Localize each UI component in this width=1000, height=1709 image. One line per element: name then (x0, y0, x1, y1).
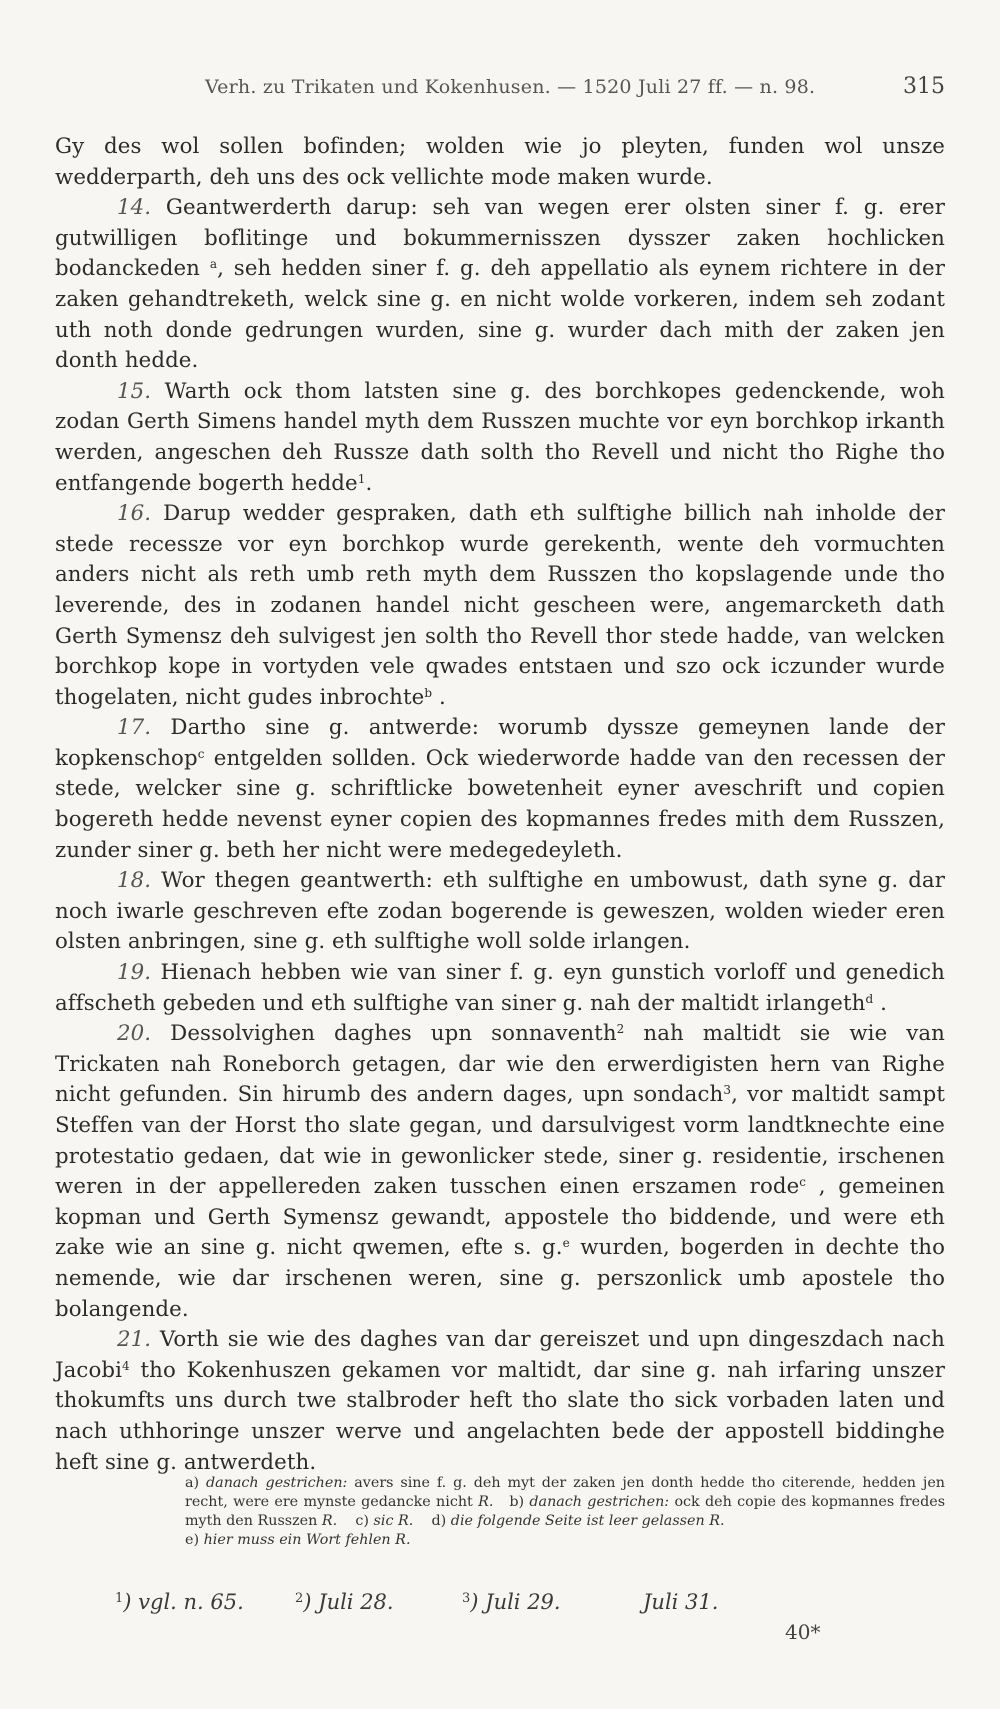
reference-mark: 3 (462, 1591, 471, 1606)
footnote-label: e) (185, 1532, 200, 1548)
page-header (55, 72, 945, 106)
footnote-label: a) (185, 1475, 200, 1491)
reference-4 (643, 1590, 718, 1614)
reference-text: ) Juli 29. (470, 1590, 561, 1614)
reference-3 (462, 1590, 561, 1614)
section-text: Vorth sie wie des daghes van dar gereiszet und upn dingeszdach nach Jacobi (55, 1327, 945, 1383)
footnote-mark: d (865, 991, 874, 1006)
reference-text: ) Juli 28. (303, 1590, 394, 1614)
section-16 (55, 499, 945, 713)
section-text: . (365, 470, 373, 496)
reference-text: Juli 31. (643, 1590, 719, 1614)
section-text: , gemeinen kopman und Gerth Symensz gewandt, appostele tho biddende, und were eth zake wie an sine g. nicht qwemen, efte s. g. (55, 1174, 945, 1261)
footnote-editorial: hier muss ein Wort fehlen R. (203, 1532, 411, 1548)
footnote-mark: a (209, 257, 218, 272)
section-text: Dartho sine g. antwerde: worumb dyssze gemeynen lande der kopkenschop (55, 715, 945, 771)
footnote-editorial: danach gestrichen: (206, 1475, 348, 1491)
section-text: , seh hedden siner f. g. deh appellatio als eynem richtere in der zaken gehandtreketh, welck sine g. en nicht wolde vorkeren, indem seh zodant uth noth donde gedrungen wurden, sine g. wurder dach mith der zaken jen donth hedde. (55, 256, 945, 374)
section-18 (55, 866, 945, 958)
section-text: Warth ock thom latsten sine g. des borchkopes gedenckende, woh zodan Gerth Simens handel myth dem Russzen muchte vor eyn borchkop irkanth werden, angeschen deh Russze dath solth tho Revell und nicht tho Righe tho entfangende bogerth hedde (55, 378, 945, 496)
footnote-text: ock deh copie des kopmannes fredes myth den Russzen (185, 1494, 946, 1529)
section-number: 20. (117, 1021, 152, 1047)
section-number: 15. (117, 378, 152, 404)
section-number: 14. (117, 195, 152, 221)
intro-paragraph: Gy des wol sollen bofinden; wolden wie jo pleyten, funden wol unsze wedderparth, deh uns des ock vellichte mode maken wurde. (55, 134, 945, 190)
footnote-label: d) (431, 1513, 447, 1529)
section-text: . (873, 990, 887, 1016)
section-text: Dessolvighen daghes upn sonnaventh (170, 1021, 617, 1047)
footnote-mark: c (799, 1175, 807, 1190)
footnote-label: c) (355, 1513, 369, 1529)
footnote-label: b) (509, 1494, 525, 1510)
section-text: Hienach hebben wie van siner f. g. eyn gunstich vorloff und genedich affscheth gebeden und eth sulftighe van siner g. nah der maltidt irlangeth (55, 960, 945, 1016)
section-15 (55, 377, 945, 499)
reference-1 (115, 1590, 244, 1614)
footnote-a-b (185, 1474, 945, 1531)
footnote-mark: e (562, 1236, 570, 1251)
footnote-text: avers sine f. g. deh myt der zaken jen donth hedde tho citerende, hedden jen recht, were ere mynste gedancke nicht (185, 1475, 945, 1510)
footnote-mark: c (197, 746, 205, 761)
section-20 (55, 1019, 945, 1325)
reference-mark: 1 (115, 1591, 124, 1606)
footnote-editorial: die folgende Seite ist leer gelassen R. (450, 1513, 725, 1529)
critical-apparatus (185, 1474, 945, 1550)
section-14 (55, 193, 945, 377)
date-references (115, 1590, 815, 1618)
running-title: Verh. zu Trikaten und Kokenhusen. — 1520 Juli 27 ff. — n. 98. (205, 76, 816, 98)
section-number: 19. (117, 960, 152, 986)
section-text: entgelden sollden. Ock wiederworde hadde van den recessen der stede, welcker sine g. schriftlicke bowetenheit eyner aveschrift und copien bogereth hedde nevenst eyner copien des kopmannes fredes mith dem Russzen, zunder siner g. beth her nicht were medegedeyleth. (55, 745, 945, 863)
section-number: 17. (117, 715, 152, 741)
page-number: 315 (903, 74, 945, 99)
main-text (55, 132, 945, 1478)
footnote-editorial: sic R. (373, 1513, 414, 1529)
section-text: tho Kokenhuszen gekamen vor maltidt, dar sine g. nah irfaring unszer thokumfts uns durch twe stalbroder heft tho slate tho sick vorbaden laten und nach uthhoringe unszer werve und angelachten bede der appostell biddinghe heft sine g. antwerdeth. (55, 1357, 945, 1475)
footnote-mark: 3 (723, 1083, 732, 1098)
reference-2 (295, 1590, 394, 1614)
section-number: 16. (117, 501, 152, 527)
section-text: nah maltidt sie wie van Trickaten nah Roneborch getagen, dar wie den erwerdigisten hern van Righe nicht gefunden. Sin hirumb des andern dages, upn sondach (55, 1021, 946, 1108)
section-21 (55, 1325, 945, 1478)
footnote-siglum: R. (478, 1494, 494, 1510)
section-text: wurden, bogerden in dechte tho nemende, wie dar irschenen weren, sine g. perszonlick umb apostele tho bolangende. (55, 1235, 946, 1322)
footnote-mark: 4 (122, 1358, 130, 1373)
footnote-siglum: R. (321, 1513, 338, 1529)
footnote-mark: 2 (616, 1022, 625, 1037)
section-number: 21. (117, 1327, 152, 1353)
footnote-mark: b (424, 685, 433, 700)
footnote-editorial: danach gestrichen: (529, 1494, 670, 1510)
section-19 (55, 958, 945, 1019)
sheet-signature: 40* (785, 1620, 821, 1644)
reference-text: ) vgl. n. 65. (123, 1590, 244, 1614)
section-number: 18. (117, 868, 152, 894)
footnote-mark: 1 (357, 471, 366, 486)
section-text: Darup wedder gespraken, dath eth sulftighe billich nah inholde der stede recessze vor eyn borchkop wurde gerekenth, wente deh vormuchten anders nicht als reth umb reth myth dem Russzen tho kopslagende unde tho leverende, des in zodanen handel nicht gescheen were, angemarcketh dath Gerth Symensz deh sulvigest jen solth tho Revell thor stede hadde, van welcken borchkop kope in vortyden vele qwades entstaen und szo ock iczunder wurde thogelaten, nicht gudes inbrochte (55, 501, 945, 710)
reference-mark: 2 (295, 1591, 304, 1606)
section-17 (55, 713, 945, 866)
section-text: Wor thegen geantwerth: eth sulftighe en umbowust, dath syne g. dar noch iwarle geschreven efte zodan bogerende is geweszen, wolden wieder eren olsten anbringen, sine g. eth sulftighe woll solde irlangen. (55, 868, 946, 955)
footnote-e (185, 1531, 945, 1550)
section-text: . (432, 684, 446, 710)
section-text: , vor maltidt sampt Steffen van der Horst tho slate gegan, und darsulvigest vorm landtknechte eine protestatio gedaen, dat wie in gewonlicker stede, siner g. residentie, irschenen weren in der appellereden zaken tusschen einen erszamen rode (55, 1082, 945, 1200)
section-text: Geantwerderth darup: seh van wegen erer olsten siner f. g. erer gutwilligen boflitinge und bokummernisszen dysszer zaken hochlicken bodanckeden (55, 195, 945, 282)
